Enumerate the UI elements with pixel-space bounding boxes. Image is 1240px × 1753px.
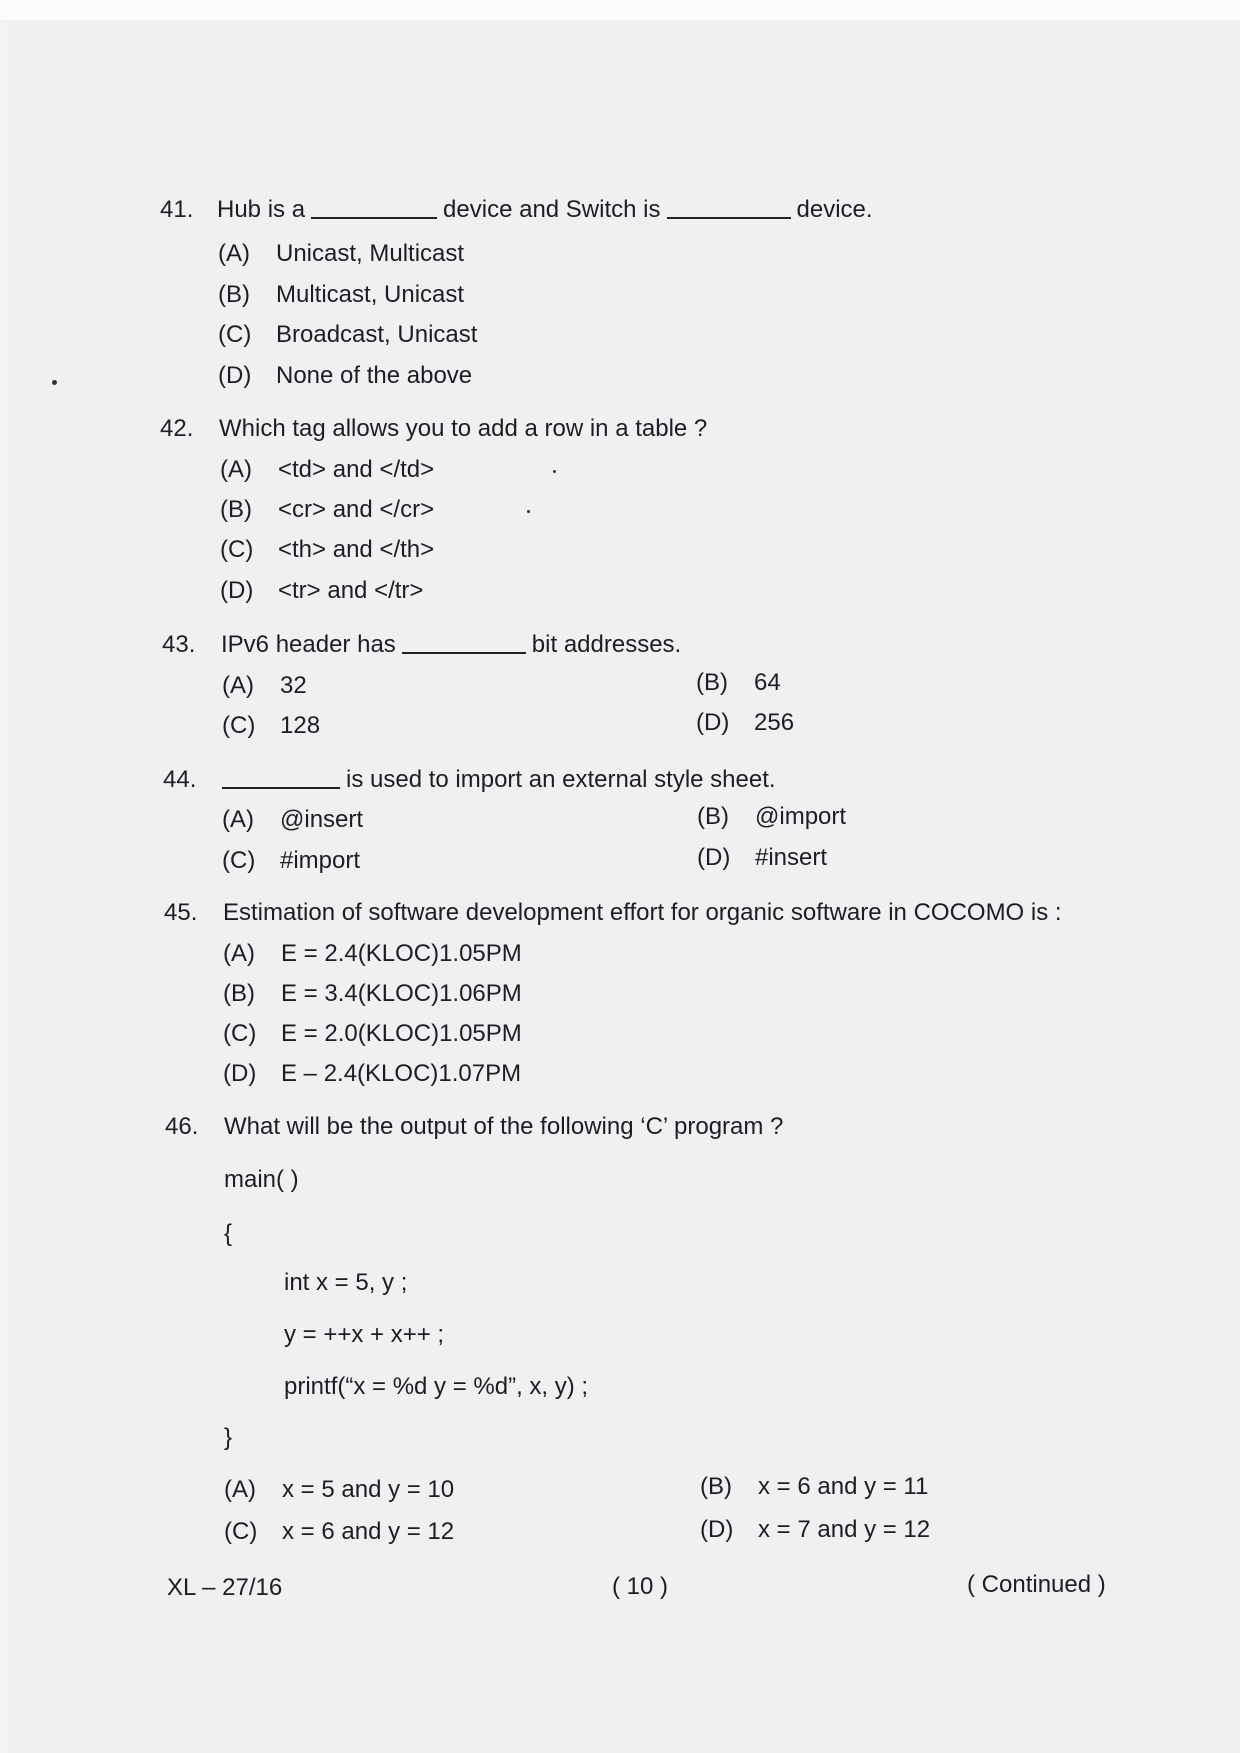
continued-label: ( Continued ) — [967, 1571, 1106, 1598]
code-line-3: int x = 5, y ; — [284, 1269, 408, 1296]
code-line-4: y = ++x + x++ ; — [284, 1321, 445, 1348]
paper-code: XL – 27/16 — [167, 1574, 283, 1601]
fill-blank — [402, 652, 526, 654]
option-43-b: (B) 64 — [696, 669, 781, 696]
scan-speck — [527, 510, 530, 513]
option-46-a: (A) x = 5 and y = 10 — [224, 1476, 455, 1503]
question-43 — [162, 631, 682, 659]
question-number: 43. — [162, 631, 196, 658]
question-text: IPv6 header has bit addresses. — [221, 631, 682, 658]
scan-speck — [52, 380, 57, 385]
option-44-d: (D) #insert — [697, 844, 828, 871]
question-text: Which tag allows you to add a row in a table ? — [219, 415, 708, 442]
page-top-edge — [0, 0, 1240, 20]
option-45-b: (B) E = 3.4(KLOC)1.06PM — [223, 980, 522, 1007]
question-number: 44. — [163, 766, 197, 793]
fill-blank — [667, 217, 791, 219]
option-41-a: (A) Unicast, Multicast — [218, 240, 465, 267]
question-number: 42. — [160, 415, 194, 442]
question-text: Estimation of software development effort for organic software in COCOMO is : — [223, 899, 1062, 926]
option-45-c: (C) E = 2.0(KLOC)1.05PM — [223, 1020, 522, 1047]
option-44-c: (C) #import — [222, 847, 361, 874]
option-44-b: (B) @import — [697, 803, 847, 830]
code-line-2: { — [224, 1220, 233, 1247]
option-43-a: (A) 32 — [222, 672, 307, 699]
question-42 — [160, 415, 708, 443]
code-line-5: printf(“x = %d y = %d”, x, y) ; — [284, 1373, 589, 1400]
fill-blank — [222, 787, 340, 789]
question-number: 46. — [165, 1113, 199, 1140]
scan-speck — [553, 470, 556, 473]
option-46-d: (D) x = 7 and y = 12 — [700, 1516, 931, 1543]
option-42-c: (C) <th> and </th> — [220, 536, 435, 563]
option-43-c: (C) 128 — [222, 712, 321, 739]
question-text: Hub is a device and Switch is device. — [217, 196, 873, 223]
option-41-c: (C) Broadcast, Unicast — [218, 321, 478, 348]
option-41-d: (D) None of the above — [218, 362, 473, 389]
option-42-a: (A) <td> and </td> — [220, 456, 435, 483]
code-line-6: } — [224, 1424, 233, 1451]
option-46-c: (C) x = 6 and y = 12 — [224, 1518, 455, 1545]
question-46 — [165, 1113, 784, 1141]
option-42-b: (B) <cr> and </cr> — [220, 496, 435, 523]
option-44-a: (A) @insert — [222, 806, 364, 833]
option-42-d: (D) <tr> and </tr> — [220, 577, 424, 604]
question-44 — [163, 766, 776, 794]
question-number: 45. — [164, 899, 198, 926]
option-43-d: (D) 256 — [696, 709, 795, 736]
page-number: ( 10 ) — [612, 1573, 669, 1600]
question-text: is used to import an external style sheet. — [222, 766, 776, 794]
option-45-d: (D) E – 2.4(KLOC)1.07PM — [223, 1060, 522, 1087]
question-45 — [164, 899, 1062, 927]
question-number: 41. — [160, 196, 194, 223]
exam-page — [8, 20, 1240, 1753]
code-line-1: main( ) — [224, 1166, 299, 1193]
option-45-a: (A) E = 2.4(KLOC)1.05PM — [223, 940, 522, 967]
option-46-b: (B) x = 6 and y = 11 — [700, 1473, 929, 1500]
fill-blank — [311, 217, 437, 219]
option-41-b: (B) Multicast, Unicast — [218, 281, 465, 308]
question-41 — [160, 196, 873, 224]
question-text: What will be the output of the following ‘C’ program ? — [224, 1113, 784, 1140]
